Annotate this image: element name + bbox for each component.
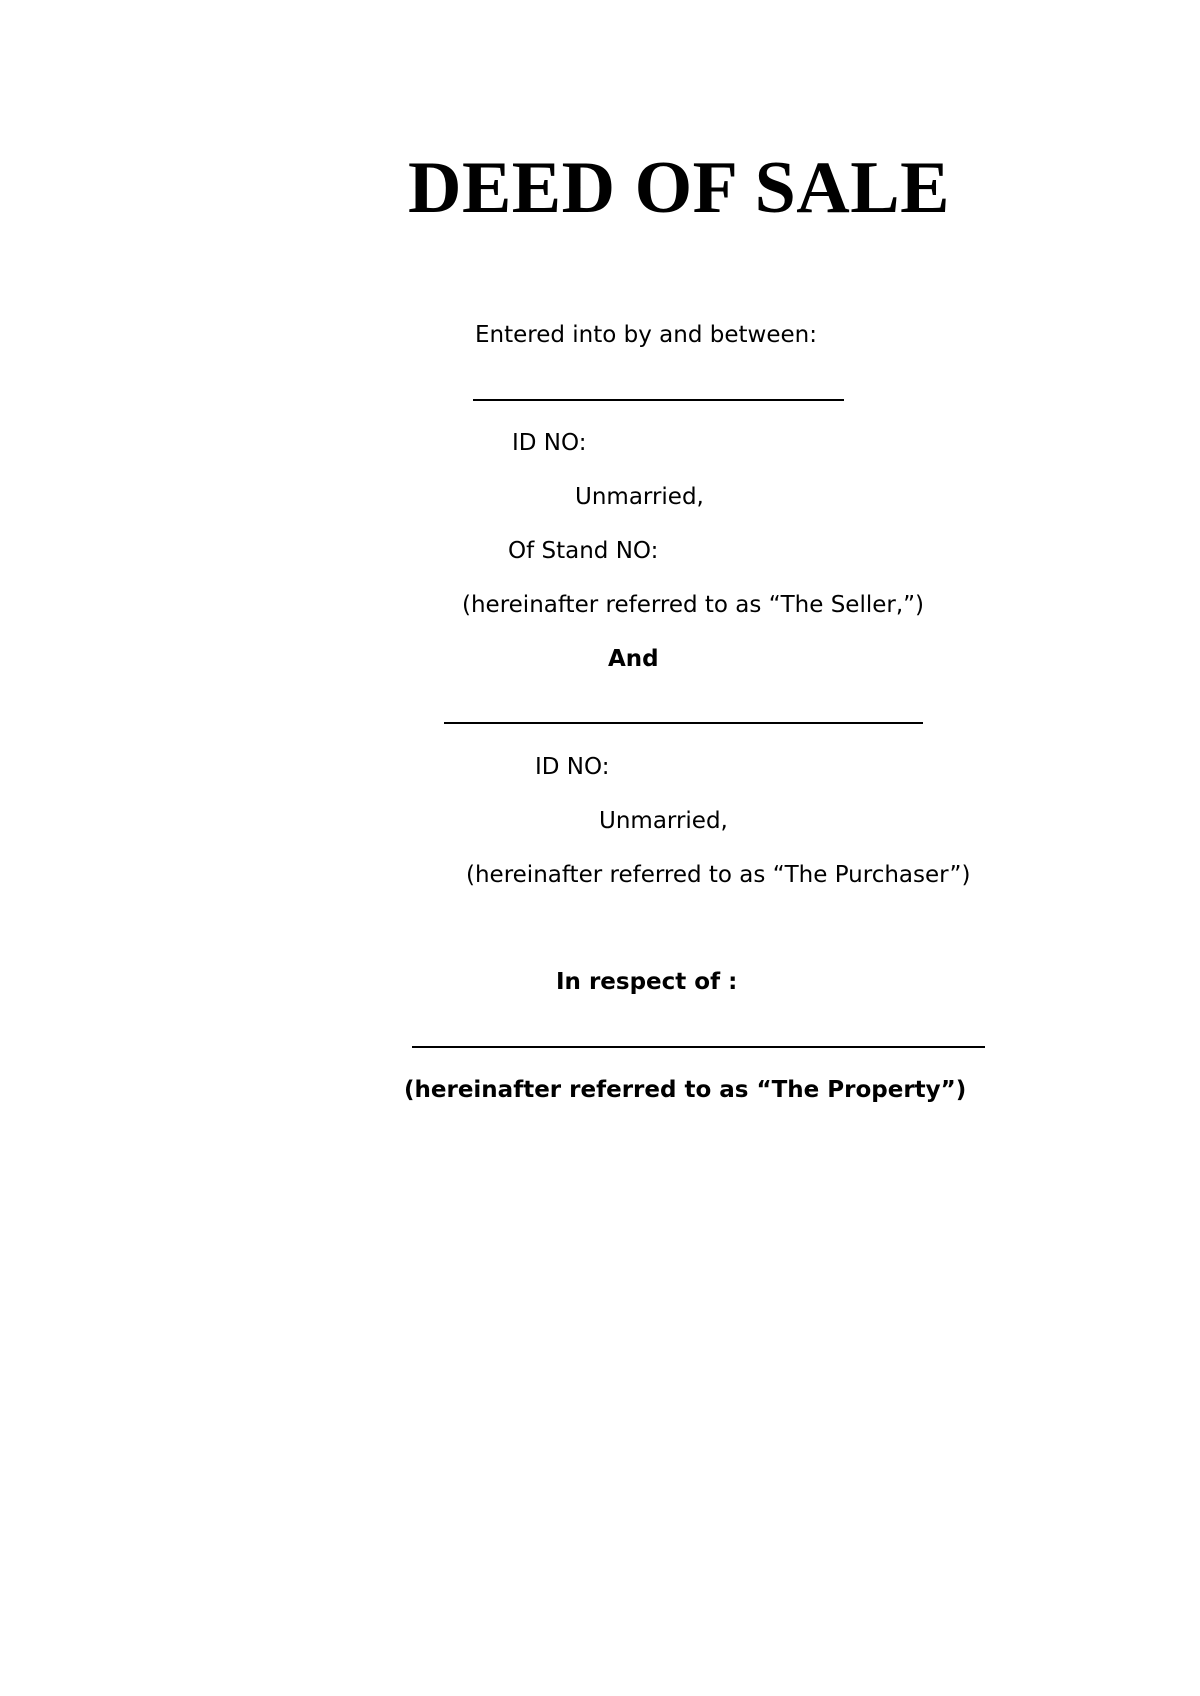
property-reference: (hereinafter referred to as “The Property”) <box>404 1077 967 1103</box>
seller-stand-label: Of Stand NO: <box>508 538 659 564</box>
property-heading: In respect of : <box>556 969 738 995</box>
seller-id-label: ID NO: <box>512 430 587 456</box>
seller-marital-status: Unmarried, <box>575 484 704 510</box>
property-description-blank <box>412 1046 985 1048</box>
intro-text: Entered into by and between: <box>475 322 817 348</box>
seller-name-blank <box>473 399 844 401</box>
purchaser-marital-status: Unmarried, <box>599 808 728 834</box>
seller-reference: (hereinafter referred to as “The Seller,”) <box>462 592 925 618</box>
conjunction-and: And <box>608 646 659 672</box>
purchaser-reference: (hereinafter referred to as “The Purchaser”) <box>466 862 971 888</box>
purchaser-name-blank <box>444 722 923 724</box>
document-title: DEED OF SALE <box>408 147 950 229</box>
purchaser-id-label: ID NO: <box>535 754 610 780</box>
